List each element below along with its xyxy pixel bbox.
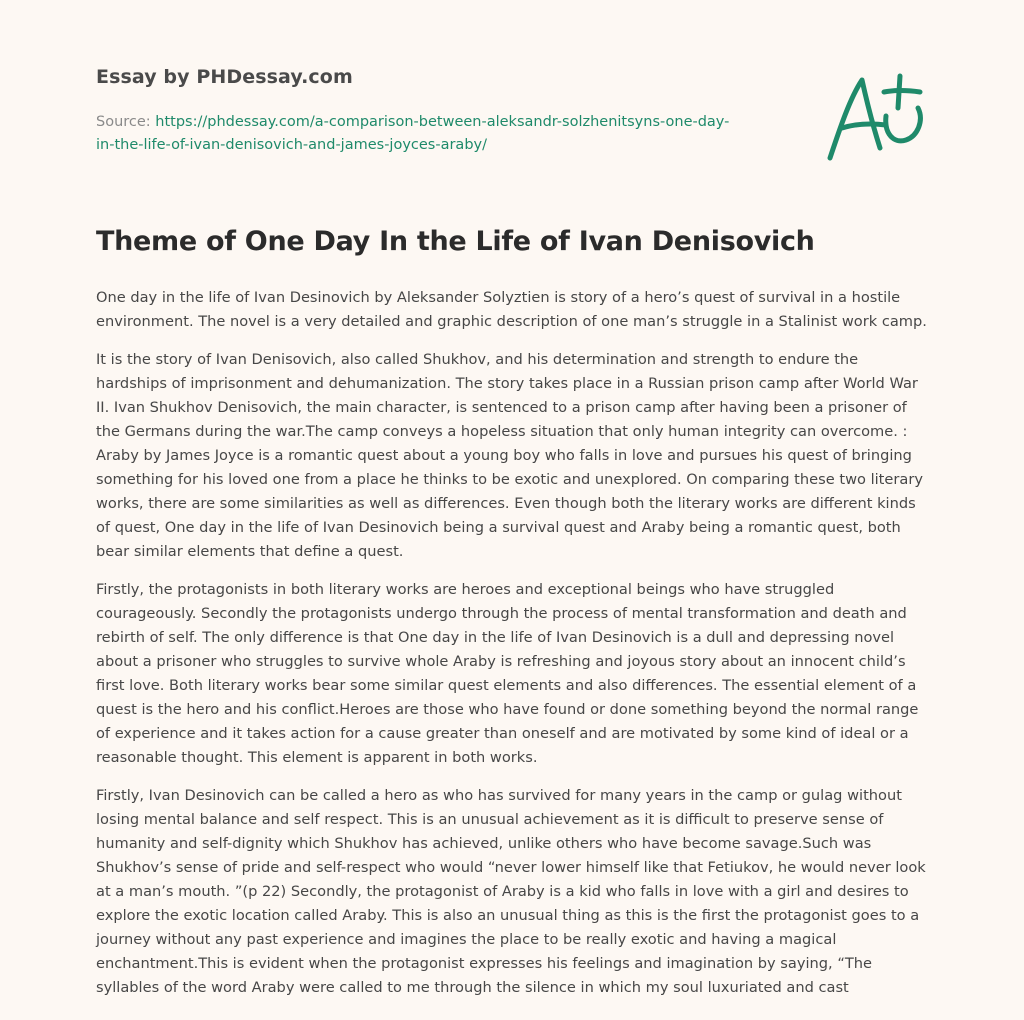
paragraph-1: One day in the life of Ivan Desinovich by Aleksander Solyztien is story of a hero’s quest of survival in a hostile environment. The novel is a very detailed and graphic description of one man’s struggle in a Stalinist work camp. [96,289,927,330]
source-url-line1: https://phdessay.com/a-comparison-between-aleksandr-solzhenitsyns-one-day- [155,114,730,130]
paragraph-3: Firstly, the protagonists in both literary works are heroes and exceptional beings who have struggled courageously. Secondly the protagonists undergo through the process of mental transformation and death and rebirth of self. The only difference is that One day in the life of Ivan Desinovich is a dull and depressing novel about a prisoner who struggles to survive whole Araby is refreshing and joyous story about an innocent child’s first love. Both literary works bear some similar quest elements and also differences. The essential element of a quest is the hero and his conflict.Heroes are those who have found or done something beyond the normal range of experience and it takes action for a cause greater than oneself and are motivated by some kind of ideal or a reasonable thought. This element is apparent in both works. [96,581,919,766]
source-line [96,111,776,157]
paragraph-2: It is the story of Ivan Denisovich, also called Shukhov, and his determination and strength to endure the hardships of imprisonment and dehumanization. The story takes place in a Russian prison camp after World War II. Ivan Shukhov Denisovich, the main character, is sentenced to a prison camp after having been a prisoner of the Germans during the war.The camp conveys a hopeless situation that only human integrity can overcome. : Araby by James Joyce is a romantic quest about a young boy who falls in love and pursues his quest of bringing something for his loved one from a place he thinks to be exotic and unexplored. On comparing these two literary works, there are some similarities as well as differences. Even though both the literary works are different kinds of quest, One day in the life of Ivan Desinovich being a survival quest and Araby being a romantic quest, both bear similar elements that define a quest. [96,351,923,560]
source-label: Source: [96,114,156,130]
a-plus-logo-icon [820,68,930,168]
article-title: Theme of One Day In the Life of Ivan Denisovich [96,226,815,257]
site-brand: Essay by PHDessay.com [96,66,353,88]
article-body [96,286,931,1014]
source-url-line2: in-the-life-of-ivan-denisovich-and-james-joyces-araby/ [96,137,487,153]
paragraph-4: Firstly, Ivan Desinovich can be called a hero as who has survived for many years in the camp or gulag without losing mental balance and self respect. This is an unusual achievement as it is difficult to preserve sense of humanity and self-dignity which Shukhov has achieved, unlike others who have become savage.Such was Shukhov’s sense of pride and self-respect who would “never lower himself like that Fetiukov, he would never look at a man’s mouth. ”(p 22) Secondly, the protagonist of Araby is a kid who falls in love with a girl and desires to explore the exotic location called Araby. This is also an unusual thing as this is the first the protagonist goes to a journey without any past experience and imagines the place to be really exotic and having a magical enchantment.This is evident when the protagonist expresses his feelings and imagination by saying, “The syllables of the word Araby were called to me through the silence in which my soul luxuriated and cast [96,787,926,996]
source-link[interactable] [96,114,729,153]
